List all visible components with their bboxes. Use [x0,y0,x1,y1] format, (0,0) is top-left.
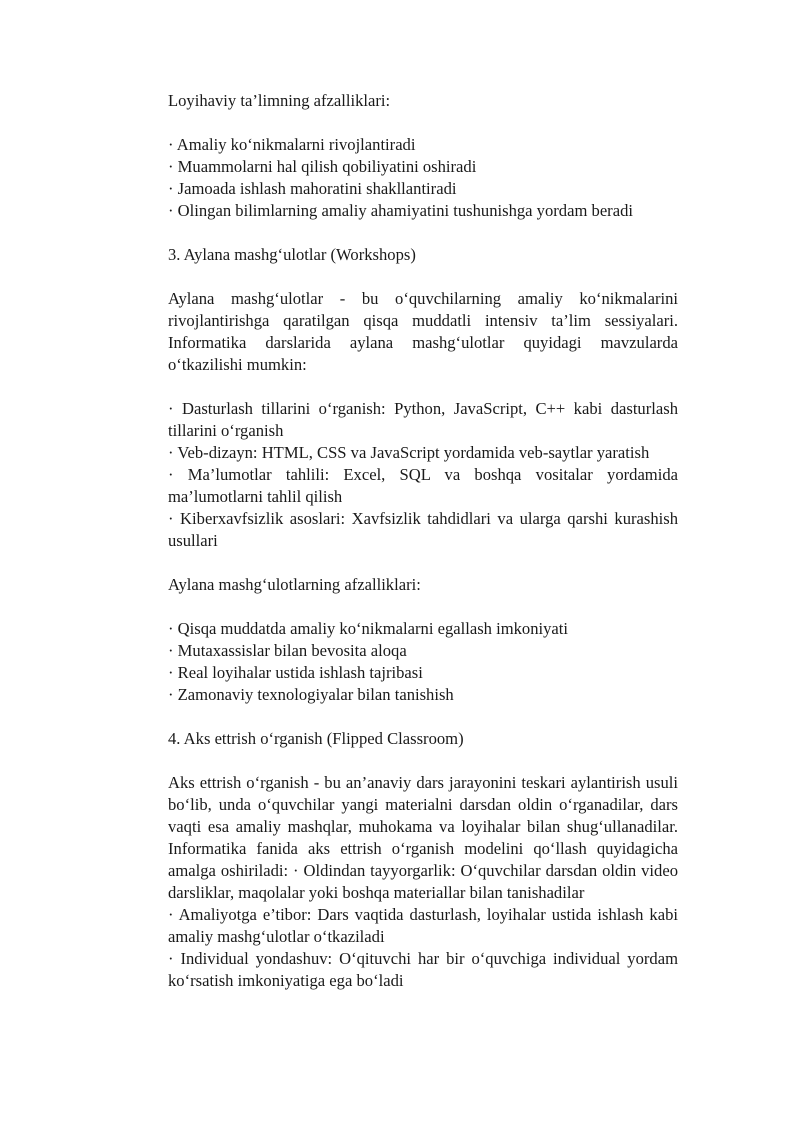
section-heading-workshop-benefits: Aylana mashg‘ulotlarning afzalliklari: [168,575,421,594]
spacer [168,552,678,574]
spacer [168,596,678,618]
list-item: · Ma’lumotlar tahlili: Excel, SQL va boshqa vositalar yordamida ma’lumotlarni tahlil qilish [168,465,678,506]
flipped-classroom-list [168,904,678,992]
section-heading-flipped-classroom: 4. Aks ettrish o‘rganish (Flipped Classroom) [168,729,464,748]
list-item: · Dasturlash tillarini o‘rganish: Python, JavaScript, C++ kabi dasturlash tillarini o‘rganish [168,399,678,440]
list-item: · Jamoada ishlash mahoratini shakllantiradi [168,179,457,198]
workshop-benefits-list [168,618,678,706]
list-item: · Mutaxassislar bilan bevosita aloqa [168,641,407,660]
list-item: · Qisqa muddatda amaliy ko‘nikmalarni egallash imkoniyati [168,619,568,638]
workshop-topics-list [168,398,678,552]
document-page [168,90,678,992]
spacer [168,376,678,398]
spacer [168,266,678,288]
project-learning-benefits-list [168,134,678,222]
list-item: · Olingan bilimlarning amaliy ahamiyatini tushunishga yordam beradi [168,201,633,220]
list-item: · Zamonaviy texnologiyalar bilan tanishish [168,685,454,704]
spacer [168,222,678,244]
spacer [168,750,678,772]
section-heading-project-learning-benefits: Loyihaviy ta’limning afzalliklari: [168,91,391,110]
list-item: · Amaliy ko‘nikmalarni rivojlantiradi [168,135,416,154]
workshops-intro-paragraph: Aylana mashg‘ulotlar - bu o‘quvchilarning amaliy ko‘nikmalarini rivojlantirishga qaratilgan qisqa muddatli intensiv ta’lim sessiyalari. Informatika darslarida aylana mashg‘ulotlar quyidagi mavzularda o‘tkazilishi mumkin: [168,289,678,374]
section-heading-workshops: 3. Aylana mashg‘ulotlar (Workshops) [168,245,416,264]
spacer [168,706,678,728]
spacer [168,112,678,134]
flipped-classroom-paragraph: Aks ettrish o‘rganish - bu an’anaviy dars jarayonini teskari aylantirish usuli bo‘lib, unda o‘quvchilar yangi materialni darsdan oldin o‘rganadilar, dars vaqti esa amaliy mashqlar, muhokama va loyihalar bilan shug‘ullanadilar. Informatika fanida aks ettrish o‘rganish modelini qo‘llash quyidagicha amalga oshiriladi: · Oldindan tayyorgarlik: O‘quvchilar darsdan oldin video darsliklar, maqolalar yoki boshqa materiallar bilan tanishadilar [168,773,678,902]
list-item: · Veb-dizayn: HTML, CSS va JavaScript yordamida veb-saytlar yaratish [168,443,650,462]
list-item: · Amaliyotga e’tibor: Dars vaqtida dasturlash, loyihalar ustida ishlash kabi amaliy mashg‘ulotlar o‘tkaziladi [168,905,678,946]
list-item: · Real loyihalar ustida ishlash tajribasi [168,663,423,682]
list-item: · Individual yondashuv: O‘qituvchi har bir o‘quvchiga individual yordam ko‘rsatish imkoniyatiga ega bo‘ladi [168,949,678,990]
list-item: · Muammolarni hal qilish qobiliyatini oshiradi [168,157,477,176]
list-item: · Kiberxavfsizlik asoslari: Xavfsizlik tahdidlari va ularga qarshi kurashish usullari [168,509,678,550]
